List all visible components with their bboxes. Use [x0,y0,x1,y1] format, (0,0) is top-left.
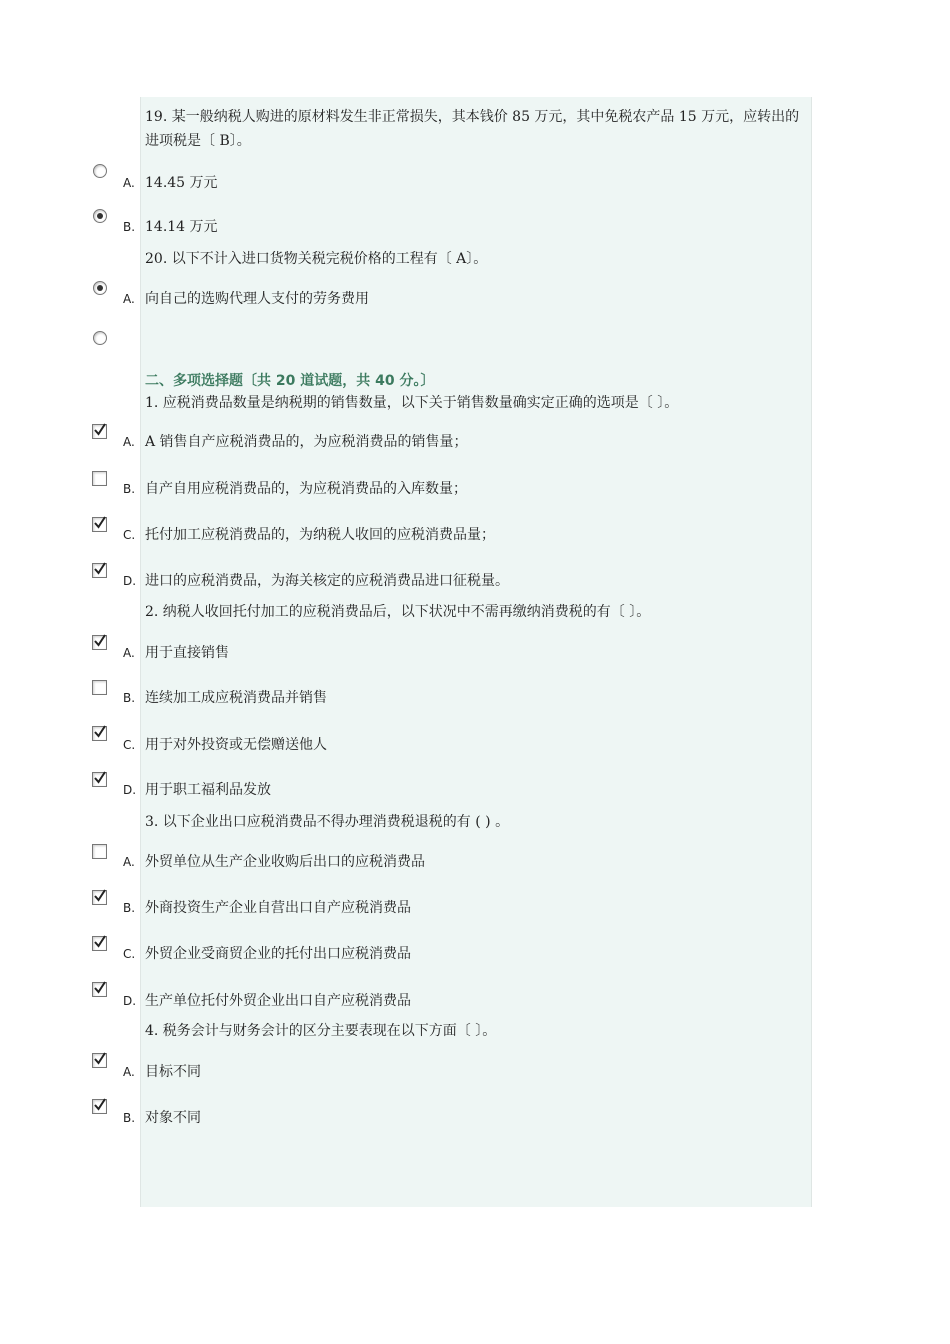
m1-option-a-checkbox[interactable] [92,424,107,439]
option-letter: A. [123,435,135,449]
m2-option-a-checkbox[interactable] [92,635,107,650]
q19-option-a[interactable] [123,172,218,192]
m3-option-b-checkbox[interactable] [92,890,107,905]
question-m1-text: 1. 应税消费品数量是纳税期的销售数量，以下关于销售数量确实定正确的选项是〔 〕。 [145,395,679,411]
q19-option-b-radio[interactable] [93,209,107,223]
option-letter: B. [123,691,136,705]
m1-option-a[interactable] [123,431,468,451]
option-text: 外贸企业受商贸企业的托付出口应税消费品 [145,946,411,962]
option-letter: C. [123,738,136,752]
question-m3-text: 3. 以下企业出口应税消费品不得办理消费税退税的有 ( ) 。 [145,814,510,830]
option-letter: B. [123,482,136,496]
m2-option-b-checkbox[interactable] [92,680,107,695]
m4-option-a[interactable] [123,1061,201,1081]
option-letter: D. [123,994,137,1008]
m1-option-d-checkbox[interactable] [92,563,107,578]
m1-option-c[interactable] [123,524,495,544]
m2-option-c-checkbox[interactable] [92,726,107,741]
m3-option-c-checkbox[interactable] [92,936,107,951]
option-text: 14.14 万元 [145,219,218,235]
m2-option-b[interactable] [123,687,327,707]
option-letter: B. [123,220,136,234]
option-letter: A. [123,292,135,306]
option-letter: C. [123,947,136,961]
question-m4-text: 4. 税务会计与财务会计的区分主要表现在以下方面〔 〕。 [145,1023,497,1039]
option-text: 对象不同 [145,1110,201,1126]
question-m2-text: 2. 纳税人收回托付加工的应税消费品后，以下状况中不需再缴纳消费税的有〔 〕。 [145,604,651,620]
q20-option-a-radio[interactable] [93,281,107,295]
q19-option-b[interactable] [123,216,218,236]
question-20-text: 20. 以下不计入进口货物关税完税价格的工程有〔 A〕。 [145,251,488,267]
m3-option-d[interactable] [123,990,411,1010]
m1-option-d[interactable] [123,570,509,590]
option-letter: D. [123,783,137,797]
option-letter: D. [123,574,137,588]
option-text: 进口的应税消费品，为海关核定的应税消费品进口征税量。 [145,573,509,589]
m3-option-d-checkbox[interactable] [92,982,107,997]
option-text: 用于直接销售 [145,645,229,661]
q19-option-a-radio[interactable] [93,164,107,178]
option-letter: A. [123,1065,135,1079]
option-letter: A. [123,855,135,869]
m2-option-a[interactable] [123,642,229,662]
q20-option-b-radio[interactable] [93,331,107,345]
option-letter: B. [123,1111,136,1125]
option-text: 自产自用应税消费品的，为应税消费品的入库数量； [145,481,467,497]
option-letter: A. [123,646,135,660]
m4-option-b[interactable] [123,1107,201,1127]
m4-option-b-checkbox[interactable] [92,1099,107,1114]
option-text: 14.45 万元 [145,175,218,191]
option-text: 托付加工应税消费品的，为纳税人收回的应税消费品量； [145,527,495,543]
option-letter: B. [123,901,136,915]
m2-option-d[interactable] [123,779,271,799]
option-letter: A. [123,176,135,190]
m3-option-a[interactable] [123,851,425,871]
option-text: A 销售自产应税消费品的，为应税消费品的销售量； [145,434,468,450]
option-text: 连续加工成应税消费品并销售 [145,690,327,706]
m1-option-c-checkbox[interactable] [92,517,107,532]
option-text: 向自己的选购代理人支付的劳务费用 [145,291,369,307]
question-19-text: 19. 某一般纳税人购进的原材料发生非正常损失，其本钱价 85 万元，其中免税农产品 15 万元，应转出的进项税是〔 B〕。 [145,109,800,149]
option-text: 外商投资生产企业自营出口自产应税消费品 [145,900,411,916]
option-text: 目标不同 [145,1064,201,1080]
m2-option-d-checkbox[interactable] [92,772,107,787]
m3-option-c[interactable] [123,943,411,963]
option-letter: C. [123,528,136,542]
option-text: 生产单位托付外贸企业出口自产应税消费品 [145,993,411,1009]
option-text: 用于对外投资或无偿赠送他人 [145,737,327,753]
m1-option-b-checkbox[interactable] [92,471,107,486]
m3-option-b[interactable] [123,897,411,917]
option-text: 外贸单位从生产企业收购后出口的应税消费品 [145,854,425,870]
option-text: 用于职工福利品发放 [145,782,271,798]
section-title: 二、多项选择题〔共 20 道试题，共 40 分。〕 [145,373,435,389]
m3-option-a-checkbox[interactable] [92,844,107,859]
q20-option-a[interactable] [123,288,369,308]
m4-option-a-checkbox[interactable] [92,1053,107,1068]
m1-option-b[interactable] [123,478,467,498]
m2-option-c[interactable] [123,734,327,754]
